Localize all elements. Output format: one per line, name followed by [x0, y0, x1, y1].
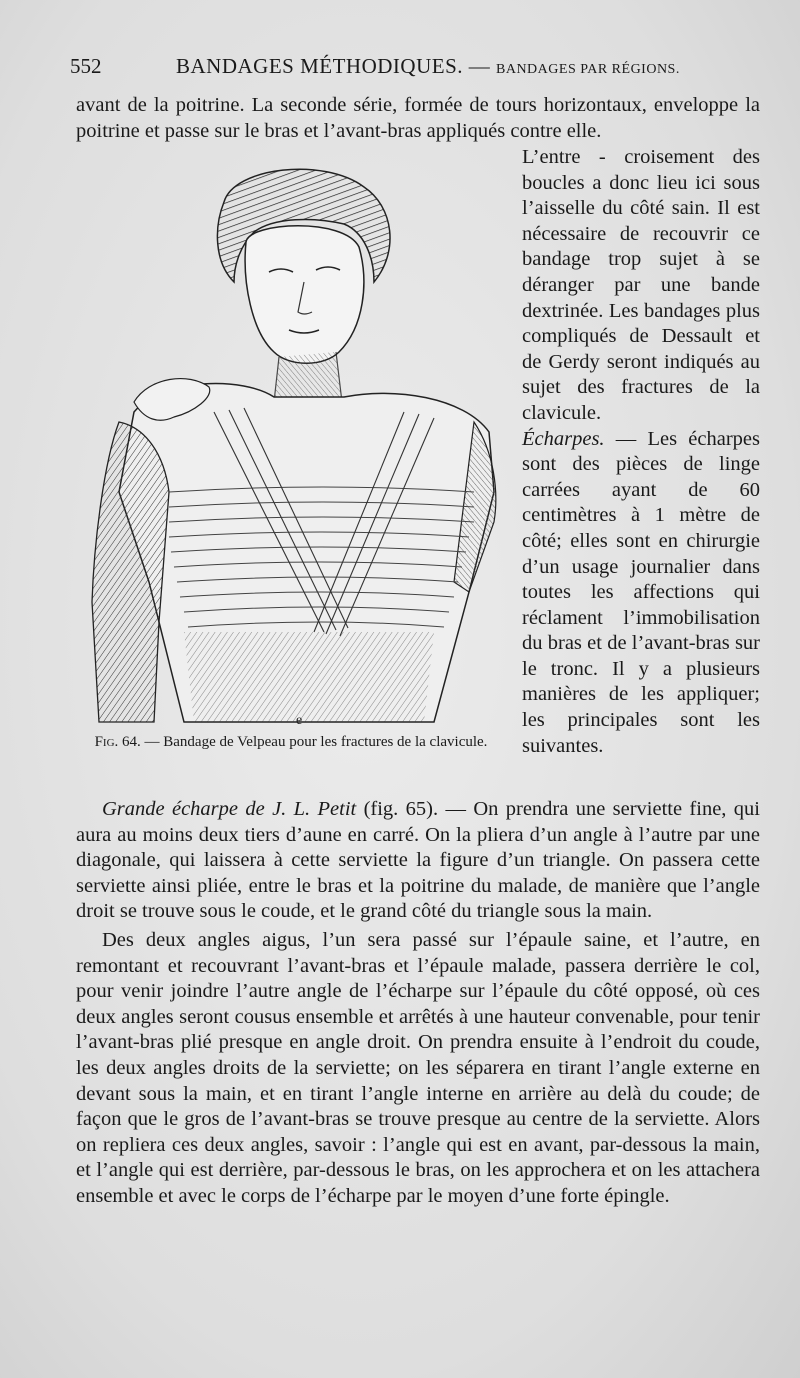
- velpeau-bandage-illustration: [74, 162, 510, 732]
- running-title-dash: —: [468, 54, 491, 78]
- figure-64-engraving: [74, 162, 510, 732]
- figure-caption-text: — Bandage de Velpeau pour les fractures de la clavicule.: [140, 734, 488, 750]
- main-body: [76, 797, 760, 1210]
- lead-paragraph: avant de la poitrine. La seconde série, formée de tours horizontaux, enveloppe la poitrine et passe sur le bras et l’avant-bras appliqués contre elle.: [76, 94, 760, 142]
- petit-ref: (fig. 65). —: [356, 798, 474, 820]
- body-paragraph-1-text: On prendra une serviette fine, qui aura au moins deux tiers d’aune en carré. On la pliera d’un angle à l’autre par une diagonale, qui laissera à cette serviette la figure d’un triangle. On passera cette serviette ainsi pliée, entre le bras et la poitrine du malade, de manière que l’angle droit se trouve sous le coude, et le grand côté du triangle sous la main.: [76, 798, 760, 923]
- body-paragraph-1: [76, 797, 760, 925]
- body-paragraph-2: Des deux angles aigus, l’un sera passé sur l’épaule saine, et l’autre, en remontant et recouvrant l’avant-bras et l’épaule malade, passera derrière le col, pour venir joindre l’autre angle de l’écharpe sur l’épaule du côté opposé, où ces deux angles seront cousus ensemble et arrêtés à une hauteur convenable, pour tenir l’avant-bras plié presque en angle droit. On prendra ensuite à l’endroit du coude, les deux angles droits de la serviette; on les séparera en tirant l’angle externe en devant sous la main, et en tirant l’angle interne en arrière au delà du coude; de façon que le gros de l’avant-bras se trouve presque au centre de la serviette. Alors on repliera ces deux angles, savoir : l’angle qui est en avant, par-dessous la main, et l’angle qui est derrière, par-dessous le bras, on les approchera et on les attachera ensemble et avec le corps de l’écharpe par le moyen d’une forte épingle.: [76, 928, 760, 1207]
- plate-letter: e: [296, 713, 303, 728]
- side-column: [522, 145, 760, 759]
- echarpes-heading: Écharpes.: [522, 427, 605, 450]
- echarpes-text: — Les écharpes sont des pièces de linge carrées ayant de 60 centimètres à 1 mètre de côté; elles sont en chirurgie d’un usage journalier dans toutes les affections qui réclament l’immobilisation du bras et de l’avant-bras sur le tronc. Il y a plusieurs manières de les appliquer; les principales sont les suivantes.: [522, 427, 760, 757]
- running-title: [176, 54, 680, 79]
- side-paragraph-1: L’entre - croisement des boucles a donc lieu ici sous l’aisselle du côté sain. Il est nécessaire de recouvrir ce bandage trop sujet à se déranger par une bande dextrinée. Les bandages plus compliqués de Dessault et de Gerdy seront indiqués au sujet des fractures de la clavicule.: [522, 146, 760, 424]
- page-number: 552: [70, 54, 102, 78]
- figure-caption: [76, 733, 506, 751]
- side-paragraph-echarpes: [522, 427, 760, 760]
- running-title-section: BANDAGES PAR RÉGIONS.: [496, 62, 680, 77]
- running-title-main: BANDAGES MÉTHODIQUES.: [176, 54, 463, 78]
- figure-label: Fig. 64.: [94, 734, 141, 750]
- lead-paragraph-block: [76, 93, 760, 144]
- petit-heading: Grande écharpe de J. L. Petit: [102, 798, 357, 820]
- running-header: [70, 54, 760, 84]
